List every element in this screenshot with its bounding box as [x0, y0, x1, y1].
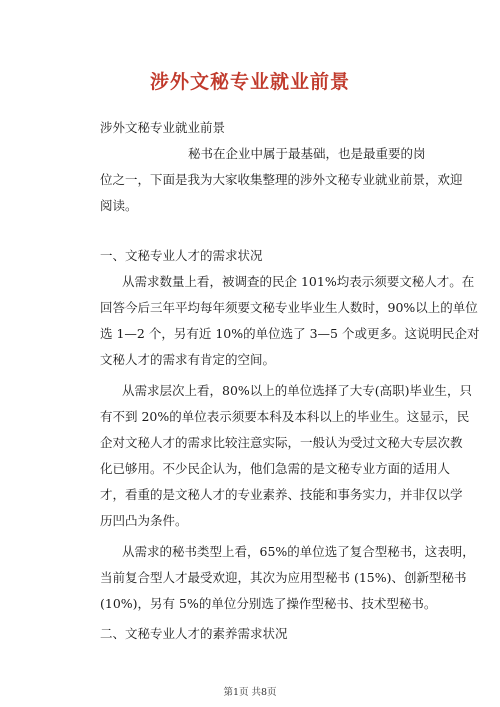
- paragraph-line: 回答今后三年平均每年须要文秘专业毕业生人数时，90%以上的单位: [100, 300, 478, 315]
- section-heading: 一、文秘专业人才的需求状况: [100, 248, 263, 263]
- paragraph-line: 才，看重的是文秘人才的专业素养、技能和事务实力，并非仅以学: [100, 487, 463, 502]
- paragraph-line: 从需求数量上看，被调查的民企 101%均表示须要文秘人才。在: [122, 274, 475, 289]
- paragraph-line: 从需求的秘书类型上看，65%的单位选了复合型秘书，这表明，: [122, 544, 475, 559]
- paragraph-line: 化已够用。不少民企认为，他们急需的是文秘专业方面的适用人: [100, 461, 451, 476]
- page-footer: 第1页 共8页: [223, 687, 277, 698]
- document-title: 涉外文秘专业就业前景: [149, 71, 350, 93]
- paragraph-line: 企对文秘人才的需求比较注意实际，一般认为受过文秘大专层次教: [100, 435, 463, 450]
- paragraph-line: 阅读。: [100, 198, 138, 213]
- section-heading: 二、文秘专业人才的素养需求状况: [100, 626, 288, 641]
- subtitle-line: 涉外文秘专业就业前景: [100, 120, 226, 135]
- paragraph-line: 历凹凸为条件。: [100, 513, 188, 528]
- paragraph-line: 有不到 20%的单位表示须要本科及本科以上的毕业生。这显示，民: [100, 409, 470, 424]
- paragraph-line: 当前复合型人才最受欢迎，其次为应用型秘书 (15%)、创新型秘书: [100, 570, 467, 585]
- paragraph-line: 从需求层次上看，80%以上的单位选择了大专(高职)毕业生，只: [122, 383, 473, 398]
- paragraph-line: 文秘人才的需求有肯定的空间。: [100, 352, 276, 367]
- paragraph-line: (10%)，另有 5%的单位分别选了操作型秘书、技术型秘书。: [100, 596, 437, 611]
- paragraph-line: 位之一，下面是我为大家收集整理的涉外文秘专业就业前景，欢迎: [100, 172, 463, 187]
- paragraph-line: 秘书在企业中属于最基础，也是最重要的岗: [188, 146, 426, 161]
- paragraph-line: 选 1—2 个，另有近 10%的单位选了 3—5 个或更多。这说明民企对: [100, 326, 480, 341]
